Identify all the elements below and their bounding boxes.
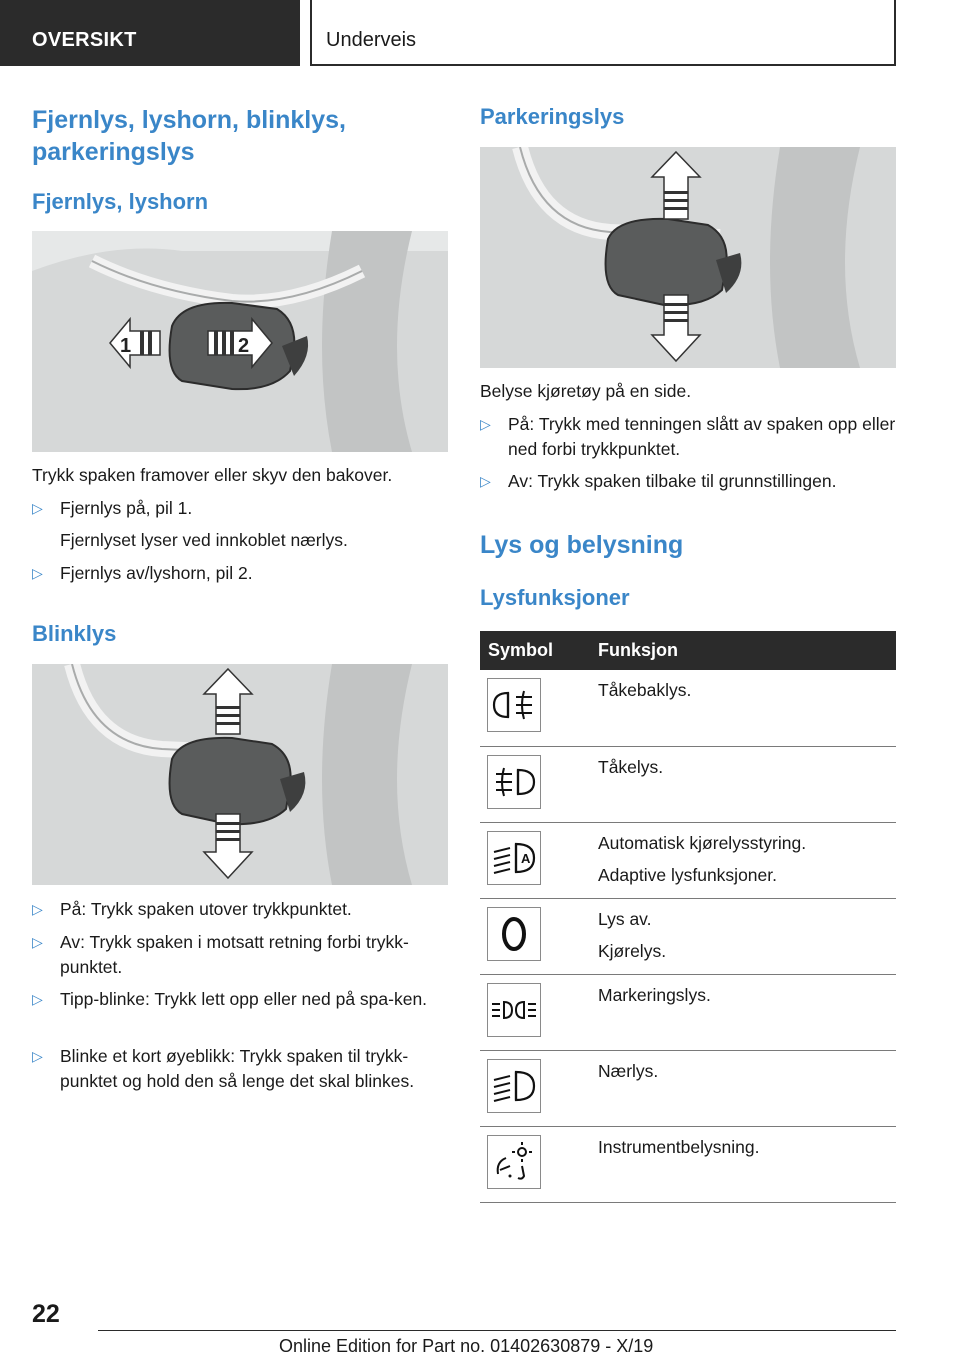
footer-divider	[98, 1330, 896, 1331]
indicator-heading: Blinklys	[32, 621, 117, 646]
triangle-bullet-icon: ▷	[32, 1048, 43, 1064]
list-item: ▷ Fjernlys på, pil 1. Fjernlyset lyser ved innkoblet nærlys.	[32, 498, 348, 550]
triangle-bullet-icon: ▷	[480, 416, 491, 432]
low-beam-icon	[487, 1059, 541, 1113]
triangle-bullet-icon: ▷	[32, 934, 43, 950]
table-row	[480, 670, 896, 746]
svg-text:A: A	[521, 850, 531, 866]
function-text: Tåkelys.	[598, 756, 664, 777]
table-row	[480, 746, 896, 822]
table-row	[480, 898, 896, 974]
triangle-bullet-icon: ▷	[32, 901, 43, 917]
parking-intro: Belyse kjøretøy på en side.	[480, 381, 692, 401]
stalk-up-down-illustration	[32, 664, 448, 885]
instrument-lighting-icon	[487, 1135, 541, 1189]
table-row	[480, 1050, 896, 1126]
lights-off-icon	[487, 907, 541, 961]
function-text: Tåkebaklys.	[598, 680, 692, 700]
auto-headlight-icon	[487, 831, 541, 885]
list-item: ▷ Av: Trykk spaken tilbake til grunnstillingen.	[480, 469, 896, 494]
lighting-title: Lys og belysning	[480, 531, 684, 559]
function-text: Lys av.	[598, 908, 652, 929]
parking-heading: Parkeringslys	[480, 104, 625, 129]
edition-text: Online Edition for Part no. 01402630879 - X/19	[279, 1336, 654, 1356]
highbeam-heading: Fjernlys, lyshorn	[32, 189, 209, 214]
chapter-tab: Underveis	[310, 0, 896, 66]
table-header-row	[480, 631, 896, 670]
page-header	[0, 0, 960, 66]
triangle-bullet-icon: ▷	[32, 500, 43, 516]
light-functions-table	[480, 631, 896, 1203]
arrow-label-2: 2	[238, 335, 250, 357]
lighting-heading: Lysfunksjoner	[480, 585, 630, 610]
side-marker-light-icon	[487, 983, 541, 1037]
table-row	[480, 1126, 896, 1202]
parking-stalk-illustration	[480, 147, 896, 368]
column-header-function: Funksjon	[590, 631, 896, 670]
column-header-symbol: Symbol	[480, 631, 590, 670]
list-item: ▷ På: Trykk spaken utover trykkpunktet.	[32, 897, 448, 922]
list-item: ▷ På: Trykk med tenningen slått av spaken opp eller ned forbi trykkpunktet.	[480, 414, 896, 459]
list-item: ▷ Fjernlys av/lyshorn, pil 2.	[32, 561, 448, 586]
function-text: Automatisk kjørelysstyring.	[598, 832, 807, 853]
page-title: Fjernlys, lyshorn, blinklys, parkeringslys	[32, 106, 346, 166]
highbeam-intro: Trykk spaken framover eller skyv den bakover.	[32, 465, 393, 485]
function-text: Adaptive lysfunksjoner.	[598, 864, 777, 885]
triangle-bullet-icon: ▷	[32, 991, 43, 1007]
parking-figure	[480, 147, 896, 368]
function-text: Kjørelys.	[598, 940, 667, 961]
list-item: ▷ Tipp-blinke: Trykk lett opp eller ned på spa‐ken.	[32, 987, 448, 1012]
rear-fog-light-icon	[487, 678, 541, 732]
function-text: Instrumentbelysning.	[598, 1136, 760, 1157]
list-item: ▷ Blinke et kort øyeblikk: Trykk spaken til trykk‐punktet og hold den så lenge det skal blinkes.	[32, 1046, 415, 1091]
front-fog-light-icon	[487, 755, 541, 809]
page-number: 22	[32, 1300, 60, 1328]
indicator-figure	[32, 664, 448, 885]
arrow-label-1: 1	[120, 335, 132, 357]
table-row	[480, 822, 896, 898]
triangle-bullet-icon: ▷	[32, 565, 43, 581]
triangle-bullet-icon: ▷	[480, 473, 491, 489]
section-tab: OVERSIKT	[0, 0, 300, 66]
highbeam-figure	[32, 231, 448, 452]
stalk-push-pull-illustration	[32, 231, 448, 452]
table-row	[480, 974, 896, 1050]
function-text: Nærlys.	[598, 1060, 659, 1081]
function-text: Markeringslys.	[598, 984, 711, 1005]
list-item: ▷ Av: Trykk spaken i motsatt retning forbi trykk‐punktet.	[32, 932, 409, 977]
